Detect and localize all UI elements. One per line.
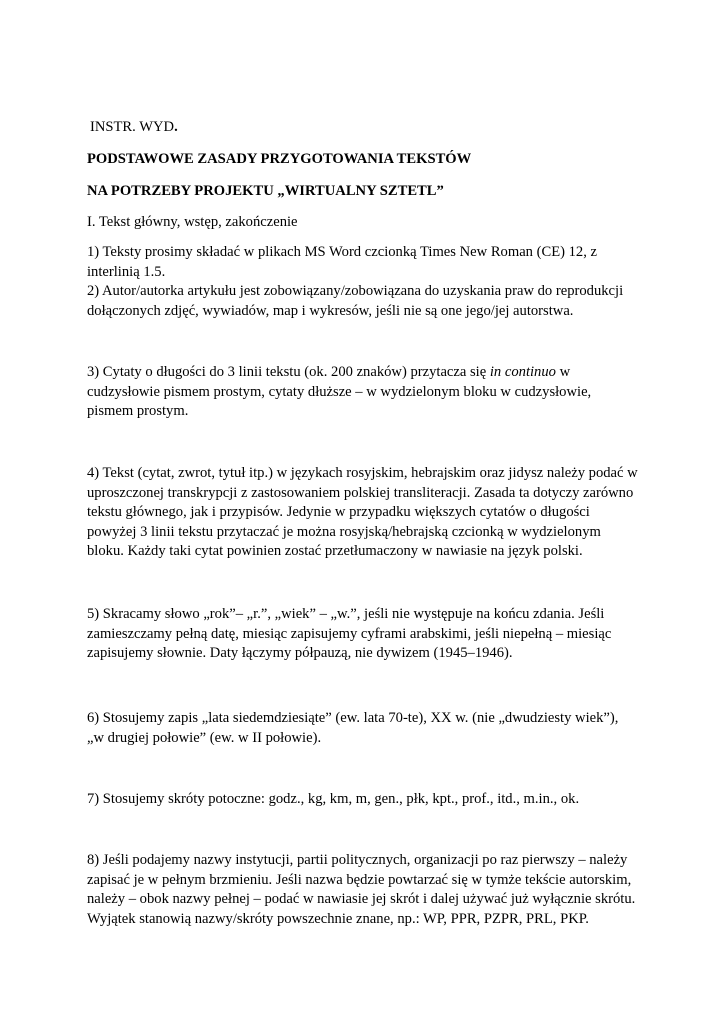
rule-8	[87, 851, 657, 929]
rule-4-line: bloku. Każdy taki cytat powinien zostać przetłumaczony w nawiasie na język polski.	[87, 543, 583, 559]
rule-3	[87, 363, 657, 422]
rule-7	[87, 790, 657, 810]
rule-1-line: 1) Teksty prosimy składać w plikach MS Word czcionką Times New Roman (CE) 12, z	[87, 244, 598, 260]
rule-8-line: należy – obok nazwy pełnej – podać w nawiasie jej skrót i dalej używać już wyłącznie skrótu.	[87, 891, 636, 907]
rule-6	[87, 709, 657, 748]
document-title-line-1: PODSTAWOWE ZASADY PRZYGOTOWANIA TEKSTÓW	[87, 151, 472, 167]
rule-4-line: 4) Tekst (cytat, zwrot, tytuł itp.) w językach rosyjskim, hebrajskim oraz jidysz należy podać w	[87, 465, 638, 481]
rule-5-line: zamieszczamy pełną datę, miesiąc zapisujemy cyframi arabskimi, jeśli niepełną – miesiąc	[87, 625, 612, 642]
rule-7-line: 7) Stosujemy skróty potoczne: godz., kg, km, m, gen., płk, kpt., prof., itd., m.in., ok.	[87, 791, 580, 807]
rule-8-line: zapisać je w pełnym brzmieniu. Jeśli nazwa będzie powtarzać się w tymże tekście autorskim,	[87, 871, 632, 888]
rule-3-line	[87, 363, 657, 383]
rule-4-line: tekstu głównego, jak i przypisów. Jedynie w przypadku większych cytatów o długości	[87, 504, 590, 520]
rule-1	[87, 243, 657, 282]
rule-8-line: Wyjątek stanowią nazwy/skróty powszechnie znane, np.: WP, PPR, PZPR, PRL, PKP.	[87, 910, 589, 927]
rule-3-text: 3) Cytaty o długości do 3 linii tekstu (ok. 200 znaków) przytacza się	[87, 364, 490, 380]
instruction-label	[90, 118, 178, 136]
rule-5-line: zapisujemy słownie. Daty łączymy półpauzą, nie dywizem (1945–1946).	[87, 645, 513, 661]
rule-1-line: interlinią 1.5.	[87, 263, 166, 280]
rule-2-line: dołączonych zdjęć, wywiadów, map i wykresów, jeśli nie są one jego/jej autorstwa.	[87, 302, 574, 319]
document-title-line-2: NA POTRZEBY PROJEKTU „WIRTUALNY SZTETL”	[87, 183, 444, 199]
rule-2	[87, 282, 657, 321]
rule-5-line: 5) Skracamy słowo „rok”– „r.”, „wiek” – „w.”, jeśli nie występuje na końcu zdania. Jeśli	[87, 606, 605, 622]
rule-2-line: 2) Autor/autorka artykułu jest zobowiązany/zobowiązana do uzyskania praw do reprodukcji	[87, 283, 624, 299]
rule-6-line: 6) Stosujemy zapis „lata siedemdziesiąte” (ew. lata 70-te), XX w. (nie „dwudziesty wiek”),	[87, 710, 619, 726]
rule-3-line: pismem prostym.	[87, 403, 189, 419]
instruction-label-text: INSTR. WYD	[90, 119, 175, 135]
rule-5	[87, 605, 657, 664]
instruction-label-dot: .	[174, 119, 178, 135]
rule-4-line: uproszczonej transkrypcji z zastosowaniem polskiej transliteracji. Zasada ta dotyczy zarówno	[87, 484, 634, 501]
section-heading: I. Tekst główny, wstęp, zakończenie	[87, 214, 298, 230]
rule-4-line: powyżej 3 linii tekstu przytaczać je można rosyjską/hebrajską czcionką w wydzielonym	[87, 523, 601, 540]
rule-6-line: „w drugiej połowie” (ew. w II połowie).	[87, 729, 322, 746]
rule-3-italic: in continuo	[489, 364, 556, 380]
rule-4	[87, 464, 657, 562]
rule-3-line: cudzysłowie pismem prostym, cytaty dłuższe – w wydzielonym bloku w cudzysłowie,	[87, 383, 592, 400]
rule-8-line: 8) Jeśli podajemy nazwy instytucji, partii politycznych, organizacji po raz pierwszy – należy	[87, 852, 628, 868]
rule-3-text: w	[555, 364, 571, 380]
